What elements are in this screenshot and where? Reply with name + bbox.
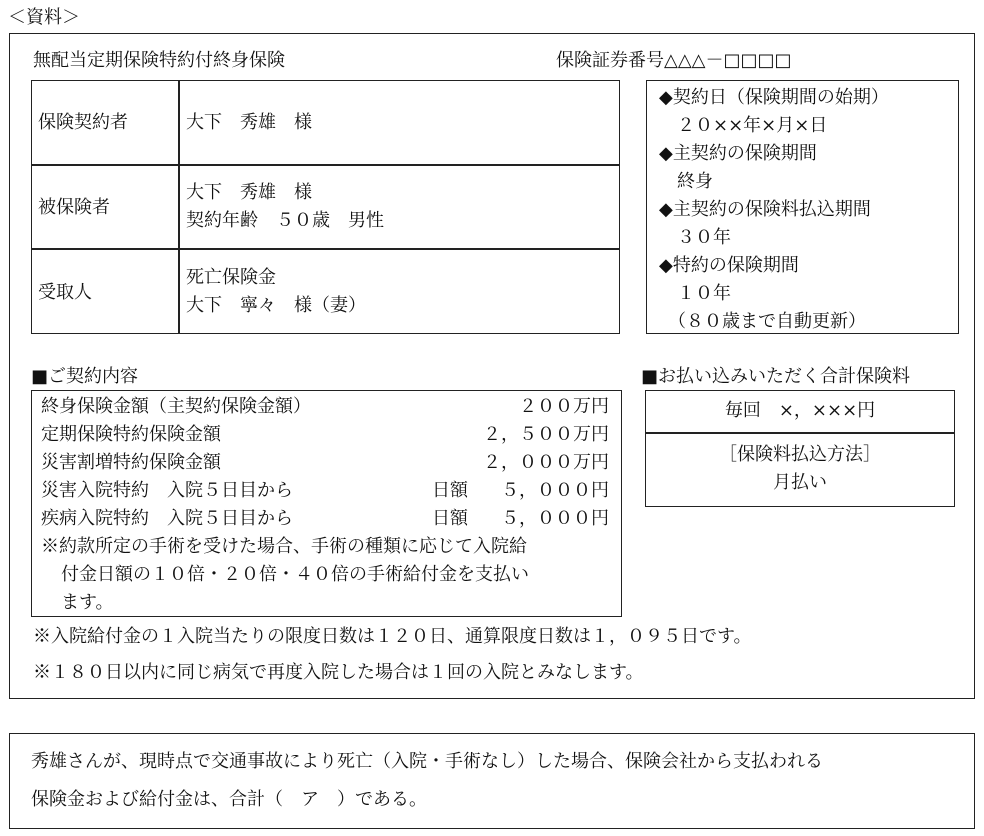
premium-amount: 毎回 ×，×××円 [724,400,876,421]
period-info-box [646,80,959,334]
beneficiary-label: 受取人 [38,282,92,303]
period-line: ３０年 [659,227,731,248]
payment-method-label: ［保険料払込方法］ [719,444,881,465]
surgery-note: ※約款所定の手術を受けた場合、手術の種類に応じて入院給 [41,536,527,557]
coverage-amount: ２，０００万円 [483,452,609,473]
table-divider-row2 [32,248,619,250]
period-line: ◆主契約の保険期間 [659,143,817,164]
period-line: ２０××年×月×日 [659,115,828,136]
contract-details-box [31,390,622,617]
footnote-limit-days: ※入院給付金の１入院当たりの限度日数は１２０日、通算限度日数は１，０９５日です。 [33,626,752,647]
coverage-daily-label: 日額 [432,480,468,501]
premium-divider [646,432,954,434]
coverage-amount: ２，５００万円 [483,424,609,445]
period-line: 終身 [659,171,713,192]
table-divider-row1 [32,164,619,166]
footnote-readmission: ※１８０日以内に同じ病気で再度入院した場合は１回の入院とみなします。 [33,662,644,683]
payment-method-value: 月払い [773,472,827,493]
header-label: ＜資料＞ [8,7,80,28]
premium-section-title: ■お払い込みいただく合計保険料 [641,366,911,387]
coverage-name: 災害割増特約保険金額 [41,452,221,473]
question-text: 保険金および給付金は、合計（ ア ）である。 [31,789,427,810]
period-line: ◆主契約の保険料払込期間 [659,199,871,220]
insured-value: 大下 秀雄 様 [186,182,312,203]
premium-box [645,390,955,507]
product-name: 無配当定期保険特約付終身保険 [33,50,285,71]
coverage-amount: ５，０００円 [501,508,609,529]
period-line: １０年 [659,283,731,304]
beneficiary-type: 死亡保険金 [186,267,276,288]
table-divider-vertical [178,81,180,333]
parties-table [31,80,620,334]
coverage-name: 災害入院特約 入院５日目から [41,480,293,501]
coverage-daily-label: 日額 [432,508,468,529]
coverage-amount: ５，０００円 [501,480,609,501]
contractor-label: 保険契約者 [38,112,128,133]
coverage-amount: ２００万円 [519,396,609,417]
coverage-name: 疾病入院特約 入院５日目から [41,508,293,529]
insured-label: 被保険者 [38,197,110,218]
surgery-note: ます。 [61,592,114,613]
question-text: 秀雄さんが、現時点で交通事故により死亡（入院・手術なし）した場合、保険会社から支払われる [31,751,823,772]
coverage-name: 終身保険金額（主契約保険金額） [41,396,311,417]
question-box [9,733,975,829]
coverage-name: 定期保険特約保険金額 [41,424,221,445]
insured-age: 契約年齢 ５０歳 男性 [186,210,384,231]
period-line: （８０歳まで自動更新） [659,311,866,332]
policy-number: 保険証券番号△△△－□□□□ [556,50,792,71]
surgery-note: 付金日額の１０倍・２０倍・４０倍の手術給付金を支払い [61,564,529,585]
period-line: ◆特約の保険期間 [659,255,799,276]
beneficiary-value: 大下 寧々 様（妻） [186,295,366,316]
contract-section-title: ■ご契約内容 [31,366,139,387]
period-line: ◆契約日（保険期間の始期） [659,87,889,108]
contractor-value: 大下 秀雄 様 [186,112,312,133]
